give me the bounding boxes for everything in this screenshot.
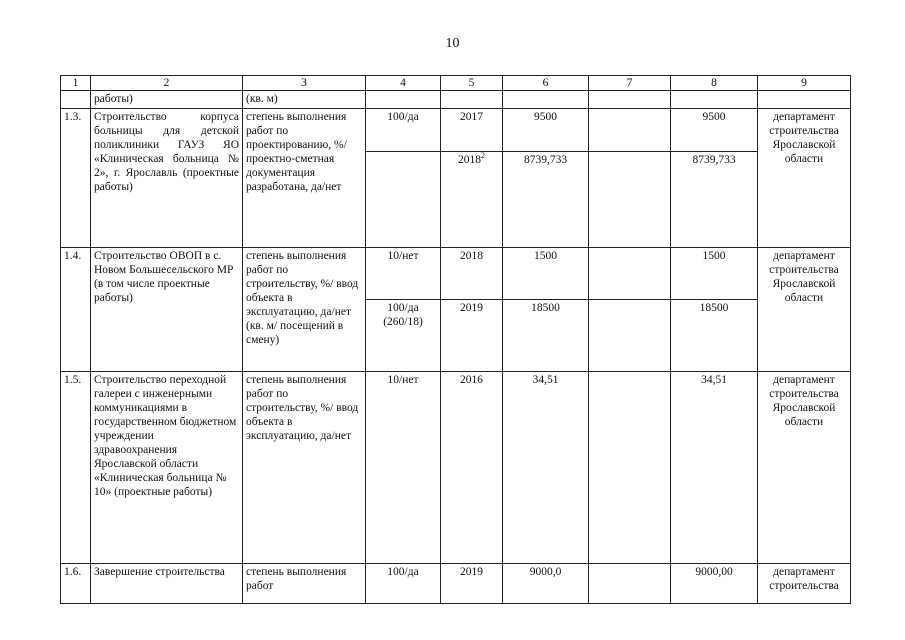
measure-name: Строительство ОВОП в с. Новом Большесельского МР (в том числе проектные работы) — [91, 248, 243, 372]
col7-value — [589, 109, 671, 152]
column-number-row — [61, 76, 851, 91]
measure-name: Завершение строительства — [91, 564, 243, 604]
measure-name: Строительство корпуса больницы для детской поликлиники ГАУЗ ЯО «Клиническая больница № 2», г. Ярославль (проектные работы) — [91, 109, 243, 248]
column-header: 4 — [366, 76, 441, 91]
amount: 9500 — [503, 109, 589, 152]
column-header: 7 — [589, 76, 671, 91]
footnote-mark: 2 — [481, 151, 485, 161]
cell — [503, 91, 589, 109]
col8-value: 18500 — [671, 300, 758, 372]
indicator-value — [366, 152, 441, 248]
table-row — [61, 248, 851, 300]
col7-value — [589, 300, 671, 372]
column-header: 8 — [671, 76, 758, 91]
year: 2019 — [441, 564, 503, 604]
indicator: степень выполнения работ по проектированию, %/ проектно-сметная документация разработана, да/нет — [243, 109, 366, 248]
column-header: 3 — [243, 76, 366, 91]
amount: 34,51 — [503, 372, 589, 564]
amount: 1500 — [503, 248, 589, 300]
row-number: 1.6. — [61, 564, 91, 604]
col8-value: 1500 — [671, 248, 758, 300]
page-number: 10 — [445, 36, 460, 51]
col7-value — [589, 152, 671, 248]
indicator-value: 10/нет — [366, 372, 441, 564]
cell: работы) — [91, 91, 243, 109]
col8-value: 9000,00 — [671, 564, 758, 604]
measure-name: Строительство переходной галереи с инженерными коммуникациями в государственном бюджетном учреждении здравоохранения Ярославской области «Клиническая больница № 10» (проектные работы) — [91, 372, 243, 564]
cell — [589, 91, 671, 109]
amount: 8739,733 — [503, 152, 589, 248]
cell — [61, 91, 91, 109]
indicator: степень выполнения работ по строительству, %/ ввод объекта в эксплуатацию, да/нет — [243, 372, 366, 564]
indicator: степень выполнения работ — [243, 564, 366, 604]
col8-value: 8739,733 — [671, 152, 758, 248]
column-header: 2 — [91, 76, 243, 91]
program-table — [60, 75, 851, 604]
cell — [366, 91, 441, 109]
indicator-value: 100/да — [366, 109, 441, 152]
year-cell — [441, 152, 503, 248]
year: 2016 — [441, 372, 503, 564]
indicator-value: 10/нет — [366, 248, 441, 300]
responsible-org: департамент строительства Ярославской области — [758, 372, 851, 564]
responsible-org: департамент строительства Ярославской области — [758, 248, 851, 372]
cell: (кв. м) — [243, 91, 366, 109]
year: 2017 — [441, 109, 503, 152]
cell — [758, 91, 851, 109]
col7-value — [589, 372, 671, 564]
continuation-row — [61, 91, 851, 109]
col7-value — [589, 248, 671, 300]
table-row — [61, 564, 851, 604]
row-number: 1.4. — [61, 248, 91, 372]
year: 2018 — [441, 248, 503, 300]
table-row — [61, 372, 851, 564]
row-number: 1.3. — [61, 109, 91, 248]
column-header: 1 — [61, 76, 91, 91]
indicator-value: 100/да — [366, 564, 441, 604]
table-row — [61, 109, 851, 152]
responsible-org: департамент строительства — [758, 564, 851, 604]
col8-value: 9500 — [671, 109, 758, 152]
column-header: 6 — [503, 76, 589, 91]
column-header: 5 — [441, 76, 503, 91]
amount: 18500 — [503, 300, 589, 372]
year: 2018 — [458, 154, 481, 166]
cell — [671, 91, 758, 109]
col7-value — [589, 564, 671, 604]
row-number: 1.5. — [61, 372, 91, 564]
responsible-org: департамент строительства Ярославской области — [758, 109, 851, 248]
indicator-value: 100/да (260/18) — [366, 300, 441, 372]
amount: 9000,0 — [503, 564, 589, 604]
column-header: 9 — [758, 76, 851, 91]
col8-value: 34,51 — [671, 372, 758, 564]
cell — [441, 91, 503, 109]
year: 2019 — [441, 300, 503, 372]
indicator: степень выполнения работ по строительству, %/ ввод объекта в эксплуатацию, да/нет (кв. м/ посещений в смену) — [243, 248, 366, 372]
